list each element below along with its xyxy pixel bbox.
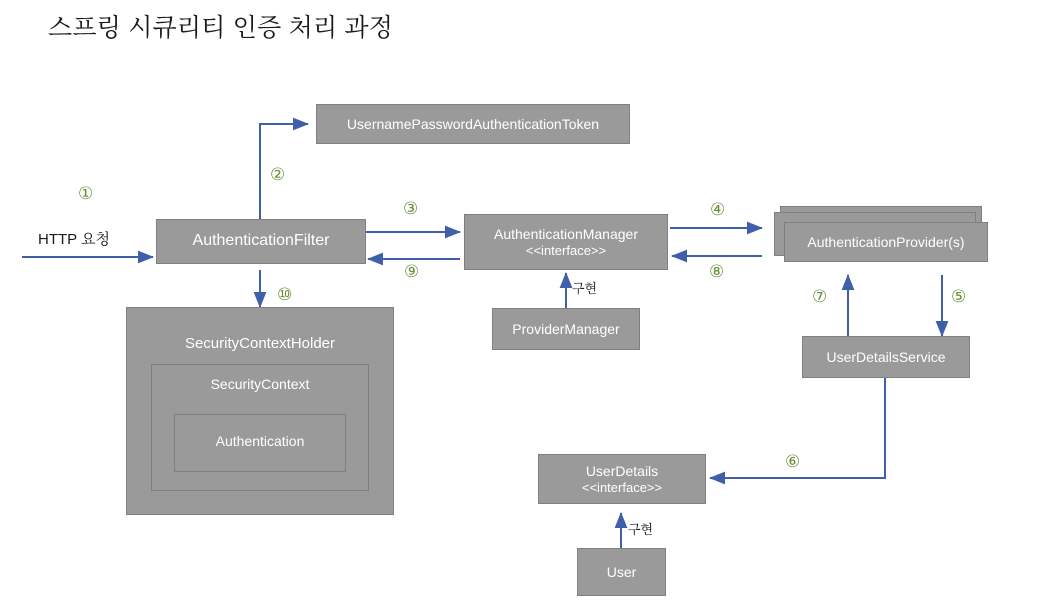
node-authentication-manager[interactable] [464, 214, 668, 270]
node-authentication[interactable] [174, 414, 346, 472]
node-label: ProviderManager [512, 320, 620, 337]
node-label: AuthenticationFilter [192, 232, 330, 250]
step-number-2: ② [270, 165, 286, 184]
implements-label-user: 구현 [628, 522, 654, 537]
step-number-7: ⑦ [812, 287, 828, 306]
node-authentication-filter[interactable] [156, 219, 366, 264]
step-number-6: ⑥ [785, 452, 801, 471]
node-sublabel: <<interface>> [581, 479, 663, 495]
node-user[interactable] [577, 548, 666, 596]
node-label: UsernamePasswordAuthenticationToken [346, 115, 600, 132]
step-number-8: ⑧ [709, 262, 725, 281]
step-number-5: ⑤ [951, 287, 967, 306]
node-authentication-provider[interactable] [784, 222, 988, 262]
step-number-9: ⑨ [404, 262, 420, 281]
page-title: 스프링 시큐리티 인증 처리 과정 [48, 14, 394, 42]
node-sublabel: <<interface>> [525, 242, 607, 258]
node-user-details[interactable] [538, 454, 706, 504]
step-number-3: ③ [403, 199, 419, 218]
step-number-4: ④ [710, 200, 726, 219]
implements-label-provider-manager: 구현 [572, 281, 598, 296]
node-label: AuthenticationProvider(s) [807, 233, 965, 250]
step-number-10: ⑩ [277, 285, 293, 304]
node-user-details-service[interactable] [802, 336, 970, 378]
step-number-1: ① [78, 184, 94, 203]
node-label: UserDetailsService [826, 348, 946, 365]
node-provider-manager[interactable] [492, 308, 640, 350]
node-label: UserDetails [585, 463, 659, 480]
node-label: AuthenticationManager [494, 226, 638, 243]
http-request-label: HTTP 요청 [38, 231, 111, 248]
node-label: SecurityContext [210, 376, 310, 392]
node-username-password-authentication-token[interactable] [316, 104, 630, 144]
node-label: Authentication [215, 433, 305, 449]
node-label: User [606, 563, 637, 580]
node-label: SecurityContextHolder [184, 335, 336, 352]
